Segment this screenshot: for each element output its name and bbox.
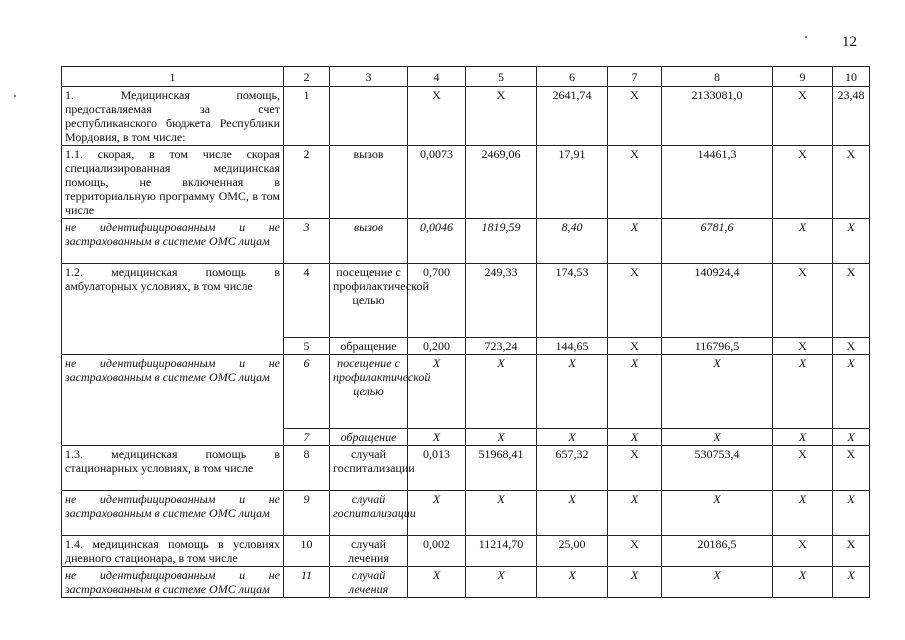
column-header: 2: [284, 67, 330, 87]
unit-cell: случай госпитализации: [330, 491, 408, 536]
value-cell: X: [608, 355, 662, 429]
page-number: 12: [842, 34, 857, 50]
value-cell: X: [773, 355, 833, 429]
row-description: 1.1. скорая, в том числе скорая специализированная медицинская помощь, не включенная в территориальную программу ОМС, в том числе: [62, 146, 284, 219]
row-description: 1. Медицинская помощь, предоставляемая за счет республиканского бюджета Республики Мордовия, в том числе:: [62, 87, 284, 146]
scan-speck: [805, 36, 807, 38]
value-cell: 249,33: [466, 264, 537, 338]
value-cell: X: [833, 536, 870, 567]
value-cell: X: [537, 355, 608, 429]
table-row: [62, 567, 870, 598]
value-cell: X: [773, 264, 833, 338]
row-number: 2: [284, 146, 330, 219]
value-cell: X: [773, 338, 833, 355]
value-cell: X: [537, 567, 608, 598]
row-number: 9: [284, 491, 330, 536]
value-cell: X: [833, 219, 870, 264]
row-description: не идентифицированным и не застрахованным в системе ОМС лицам: [62, 567, 284, 598]
value-cell: 20186,5: [662, 536, 773, 567]
value-cell: X: [466, 567, 537, 598]
value-cell: X: [408, 567, 466, 598]
data-table: [61, 66, 870, 598]
value-cell: X: [466, 491, 537, 536]
unit-cell: случай лечения: [330, 536, 408, 567]
row-number: 7: [284, 429, 330, 446]
unit-cell: посещение с профилактической целью: [330, 264, 408, 338]
value-cell: X: [833, 264, 870, 338]
value-cell: X: [608, 338, 662, 355]
row-number: 1: [284, 87, 330, 146]
value-cell: 140924,4: [662, 264, 773, 338]
value-cell: X: [773, 87, 833, 146]
value-cell: X: [608, 429, 662, 446]
value-cell: X: [662, 491, 773, 536]
value-cell: X: [466, 87, 537, 146]
value-cell: 0,0046: [408, 219, 466, 264]
value-cell: 144,65: [537, 338, 608, 355]
value-cell: X: [608, 567, 662, 598]
column-header-row: [62, 67, 870, 87]
unit-cell: [330, 87, 408, 146]
value-cell: 2641,74: [537, 87, 608, 146]
scan-speck: [14, 95, 16, 97]
column-header: 6: [537, 67, 608, 87]
value-cell: X: [773, 219, 833, 264]
value-cell: X: [608, 219, 662, 264]
value-cell: 11214,70: [466, 536, 537, 567]
value-cell: 530753,4: [662, 446, 773, 491]
value-cell: X: [537, 429, 608, 446]
value-cell: X: [608, 264, 662, 338]
value-cell: 51968,41: [466, 446, 537, 491]
value-cell: X: [408, 87, 466, 146]
value-cell: X: [833, 567, 870, 598]
value-cell: X: [608, 146, 662, 219]
value-cell: X: [608, 536, 662, 567]
unit-cell: вызов: [330, 219, 408, 264]
table-row: [62, 219, 870, 264]
value-cell: 8,40: [537, 219, 608, 264]
value-cell: 23,48: [833, 87, 870, 146]
row-number: 6: [284, 355, 330, 429]
value-cell: 0,013: [408, 446, 466, 491]
value-cell: 0,200: [408, 338, 466, 355]
unit-cell: обращение: [330, 429, 408, 446]
value-cell: X: [408, 429, 466, 446]
value-cell: 2469,06: [466, 146, 537, 219]
row-number: 10: [284, 536, 330, 567]
column-header: 4: [408, 67, 466, 87]
column-header: 10: [833, 67, 870, 87]
value-cell: X: [662, 355, 773, 429]
value-cell: X: [833, 446, 870, 491]
value-cell: X: [662, 429, 773, 446]
row-description: не идентифицированным и не застрахованным в системе ОМС лицам: [62, 491, 284, 536]
value-cell: 17,91: [537, 146, 608, 219]
unit-cell: обращение: [330, 338, 408, 355]
value-cell: 2133081,0: [662, 87, 773, 146]
column-header: 9: [773, 67, 833, 87]
value-cell: 1819,59: [466, 219, 537, 264]
value-cell: 723,24: [466, 338, 537, 355]
value-cell: 0,0073: [408, 146, 466, 219]
column-header: 1: [62, 67, 284, 87]
table-row: [62, 264, 870, 338]
value-cell: X: [833, 338, 870, 355]
value-cell: X: [608, 446, 662, 491]
value-cell: 657,32: [537, 446, 608, 491]
column-header: 7: [608, 67, 662, 87]
row-description: не идентифицированным и не застрахованным в системе ОМС лицам: [62, 355, 284, 446]
table-row: [62, 355, 870, 429]
value-cell: 14461,3: [662, 146, 773, 219]
table-row: [62, 87, 870, 146]
table-row: [62, 536, 870, 567]
value-cell: X: [773, 536, 833, 567]
row-description: 1.2. медицинская помощь в амбулаторных условиях, в том числе: [62, 264, 284, 355]
value-cell: X: [773, 146, 833, 219]
value-cell: X: [773, 429, 833, 446]
value-cell: X: [773, 491, 833, 536]
value-cell: X: [773, 446, 833, 491]
row-number: 8: [284, 446, 330, 491]
row-number: 5: [284, 338, 330, 355]
value-cell: X: [408, 355, 466, 429]
value-cell: 25,00: [537, 536, 608, 567]
row-number: 4: [284, 264, 330, 338]
unit-cell: случай госпитализации: [330, 446, 408, 491]
value-cell: X: [608, 491, 662, 536]
value-cell: X: [833, 429, 870, 446]
table-row: [62, 491, 870, 536]
value-cell: X: [466, 429, 537, 446]
unit-cell: посещение с профилактической целью: [330, 355, 408, 429]
column-header: 8: [662, 67, 773, 87]
unit-cell: случай лечения: [330, 567, 408, 598]
table-row: [62, 146, 870, 219]
value-cell: 0,002: [408, 536, 466, 567]
value-cell: X: [662, 567, 773, 598]
table-row: [62, 446, 870, 491]
row-description: 1.3. медицинская помощь в стационарных условиях, в том числе: [62, 446, 284, 491]
value-cell: X: [833, 355, 870, 429]
value-cell: 174,53: [537, 264, 608, 338]
column-header: 5: [466, 67, 537, 87]
value-cell: X: [537, 491, 608, 536]
row-description: не идентифицированным и не застрахованным в системе ОМС лицам: [62, 219, 284, 264]
value-cell: X: [608, 87, 662, 146]
value-cell: X: [833, 146, 870, 219]
row-description: 1.4. медицинская помощь в условиях дневного стационара, в том числе: [62, 536, 284, 567]
value-cell: X: [466, 355, 537, 429]
row-number: 3: [284, 219, 330, 264]
value-cell: 0,700: [408, 264, 466, 338]
column-header: 3: [330, 67, 408, 87]
value-cell: 6781,6: [662, 219, 773, 264]
value-cell: 116796,5: [662, 338, 773, 355]
value-cell: X: [408, 491, 466, 536]
row-number: 11: [284, 567, 330, 598]
unit-cell: вызов: [330, 146, 408, 219]
value-cell: X: [833, 491, 870, 536]
value-cell: X: [773, 567, 833, 598]
